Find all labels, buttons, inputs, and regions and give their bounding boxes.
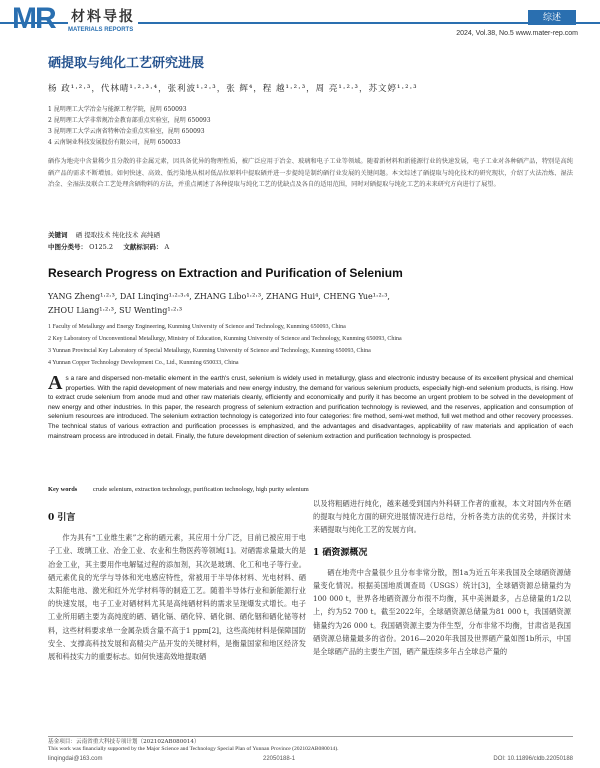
- doi: DOI: 10.11896/cldb.22050188: [493, 756, 573, 762]
- affiliation-cn-3: 3 昆明理工大学云南省特种冶金重点实验室，昆明 650093: [48, 128, 205, 135]
- abstract-en: [48, 374, 573, 441]
- keywords-cn-label: 关键词: [48, 231, 68, 239]
- affiliation-cn-4: 4 云南铜业科技发展股份有限公司，昆明 650033: [48, 139, 181, 146]
- keywords-en: [48, 486, 309, 493]
- contact-email: linqingdai@163.com: [48, 756, 103, 762]
- classification-cn: [48, 242, 169, 251]
- intro-paragraph: 作为具有“工业维生素”之称的硒元素，其应用十分广泛，目前已被应用于电子工业、玻璃工业、冶金工业、农业和生物医药等领域[1]。对硒需求量最大的是冶金工业，其主要用作电解锰过程的添加剂，其次是玻璃、化工和电子等行业。硒元素优良的光学与导体和光电感应特性，常被用于半导体材料、光电材料、硒太阳能电池、激光和红外光学材料等的制造工艺。随着半导体行业和新能源行业的快速发展，电子工业对硒材料尤其是高纯硒材料的需求呈现爆发式增长。电子工业所用硒主要为高纯度的硒、硒化镉、硒化锌、硒化铜、硒化铟和硒化铋等材料，这些材料要求单一金属杂质含量不高于1 ppm[2]，这些高纯材料是保障国防安全、支撑高科技发展和高精尖产品开发的关键材料，是衡量国家和地区经济发展和科技实力的重要标志。如何快速高效地提取硒: [48, 533, 306, 662]
- journal-info: 2024, Vol.38, No.5 www.mater-rep.com: [456, 30, 578, 37]
- authors-en-line-1: YANG Zheng¹·²·³, DAI Linqing¹·²·³·⁴, ZHANG Libo¹·²·³, ZHANG Hui⁴, CHENG Yue¹·²·³,: [48, 292, 390, 301]
- paper-title-cn: 硒提取与纯化工艺研究进展: [48, 56, 205, 71]
- article-id: 22050188-1: [263, 756, 296, 762]
- section-badge: 综述: [528, 10, 576, 25]
- section-heading-1: 1 硒资源概况: [313, 547, 368, 558]
- funding-en: This work was financially supported by the Major Science and Technology Special Plan of Yunnan Province (202102AB080014).: [48, 746, 339, 752]
- journal-name-en: MATERIALS REPORTS: [68, 27, 134, 33]
- authors-en: [48, 290, 508, 318]
- doc-code-label: 文献标识码：: [123, 243, 163, 251]
- clc-value: O125.2: [89, 243, 114, 251]
- affiliation-en-1: 1 Faculty of Metallurgy and Energy Engineering, Kunming University of Science and Technology, Kunming 650093, China: [48, 324, 346, 330]
- section-1-paragraph: 硒在地壳中含量很少且分布非常分散，图1a为近五年来我国及全球硒资源储量变化情况。根据美国地质调查局（USGS）统计[3]，全球硒资源总储量约为100 000 t，世界各地硒资源分布很不均衡，其中美洲最多，占总储量的1/2以上，约为52 700 t。截至2022年，全球硒资源总储量为81 000 t，我国硒资源储量约为26 000 t。我国硒资源主要为伴生型，分布非常不均衡，甘肃省是我国硒资源总储量最多的省份。2016—2020年我国及世界硒产量如图1b所示，中国是全球硒产品的主要生产国，硒产量连续多年占全球总产量的: [313, 567, 571, 657]
- funding-cn: 基金项目：云南省重大科技专项计划（202102AB080014）: [48, 739, 200, 745]
- keywords-cn-value: 硒 提取技术 纯化技术 高纯硒: [75, 231, 160, 239]
- journal-logo: MR: [12, 2, 55, 35]
- body-column-right: [313, 497, 571, 658]
- keywords-en-label: Key words: [48, 486, 78, 493]
- keywords-en-value: crude selenium, extraction technology, purification technology, high purity selenium: [92, 486, 309, 493]
- affiliation-en-2: 2 Key Laboratory of Unconventional Metallurgy, Ministry of Education, Kunming University of Science and Technology, Kunming 650093, China: [48, 336, 402, 342]
- body-column-left: [48, 512, 306, 663]
- affiliation-cn-1: 1 昆明理工大学冶金与能源工程学院，昆明 650093: [48, 106, 187, 113]
- page-footer: [48, 756, 573, 766]
- abstract-cn: 硒作为地壳中含量稀少且分散的非金属元素，因具备优异的物理性质，被广泛应用于冶金、玻璃和电子工业等领域。随着新材料和新能源行业的快速发展，电子工业对各种硒产品，特别是高纯硒产品的需求不断增加。如何快速、高效、低污染地从相对低品位原料中提取硒并进一步提纯是制约硒行业发展的关键问题。本文综述了硒提取与纯化技术的研究现状，介绍了火法冶炼、湿法冶金、全湿法及联合工艺处理含硒物料的方法，并重点阐述了各种提取与纯化工艺的优缺点及各自的适用范围，同时对硒提取与纯化工艺的未来研究方向进行了展望。: [48, 158, 573, 188]
- authors-cn: 杨 政¹·²·³，代林晴¹·²·³·⁴，张利波¹·²·³，张 辉⁴，程 越¹·²·³，周 亮¹·²·³，苏文婷¹·²·³: [48, 84, 418, 94]
- keywords-cn: [48, 230, 160, 239]
- doc-code-value: A: [164, 243, 170, 251]
- paper-title-en: Research Progress on Extraction and Purification of Selenium: [48, 266, 403, 280]
- authors-en-line-2: ZHOU Liang¹·²·³, SU Wenting¹·²·³: [48, 306, 183, 315]
- clc-label: 中图分类号：: [48, 243, 87, 251]
- affiliation-en-4: 4 Yunnan Copper Technology Development Co., Ltd., Kunming 650033, China: [48, 360, 239, 366]
- abstract-en-text: s a rare and dispersed non-metallic element in the earth's crust, selenium is widely used in metallurgy, glass and electronic industry because of its excellent physical and chemical properties. With the rapid development of new materials and new energy industry, the demand for various selenium products, especially high-end selenium products, is rising. How to extract crude selenium from anode mud and other raw materials cleanly, efficiently and economically and purify it has become an urgent problem to be solved in the development of new energy and other industries. In this paper, the research progress of selenium extraction and purification technology is reviewed, and the reserves, application and consumption of selenium resources are introduced. The selenium extraction technology is categorized into four categories: fire method, semi-wet method, full wet method and other recovery processes. The technical status of various extraction and purification processes is emphasized, and the advantages and disadvantages, applicability of raw materials and application of each mainstream process are introduced in detail. Finally, the future development direction of selenium extraction and purification technology is prospected.: [48, 375, 573, 440]
- abstract-dropcap: A: [48, 372, 63, 394]
- journal-name-cn: 材料导报: [68, 6, 138, 26]
- footnote: [48, 736, 573, 753]
- intro-continuation: 以及将粗硒进行纯化，越来越受到国内外科研工作者的重视，本文对国内外在硒的提取与纯化方面的研究进展情况进行总结，分析各类方法的优劣势，并探讨未来硒提取与纯化工艺的发展方向。: [313, 499, 571, 535]
- affiliation-en-3: 3 Yunnan Provincial Key Laboratory of Special Metallurgy, Kunming University of Science and Technology, Kunming 650093, China: [48, 348, 371, 354]
- section-heading-intro: 0 引言: [48, 513, 76, 523]
- affiliation-cn-2: 2 昆明理工大学非常规冶金教育部重点实验室，昆明 650093: [48, 117, 211, 124]
